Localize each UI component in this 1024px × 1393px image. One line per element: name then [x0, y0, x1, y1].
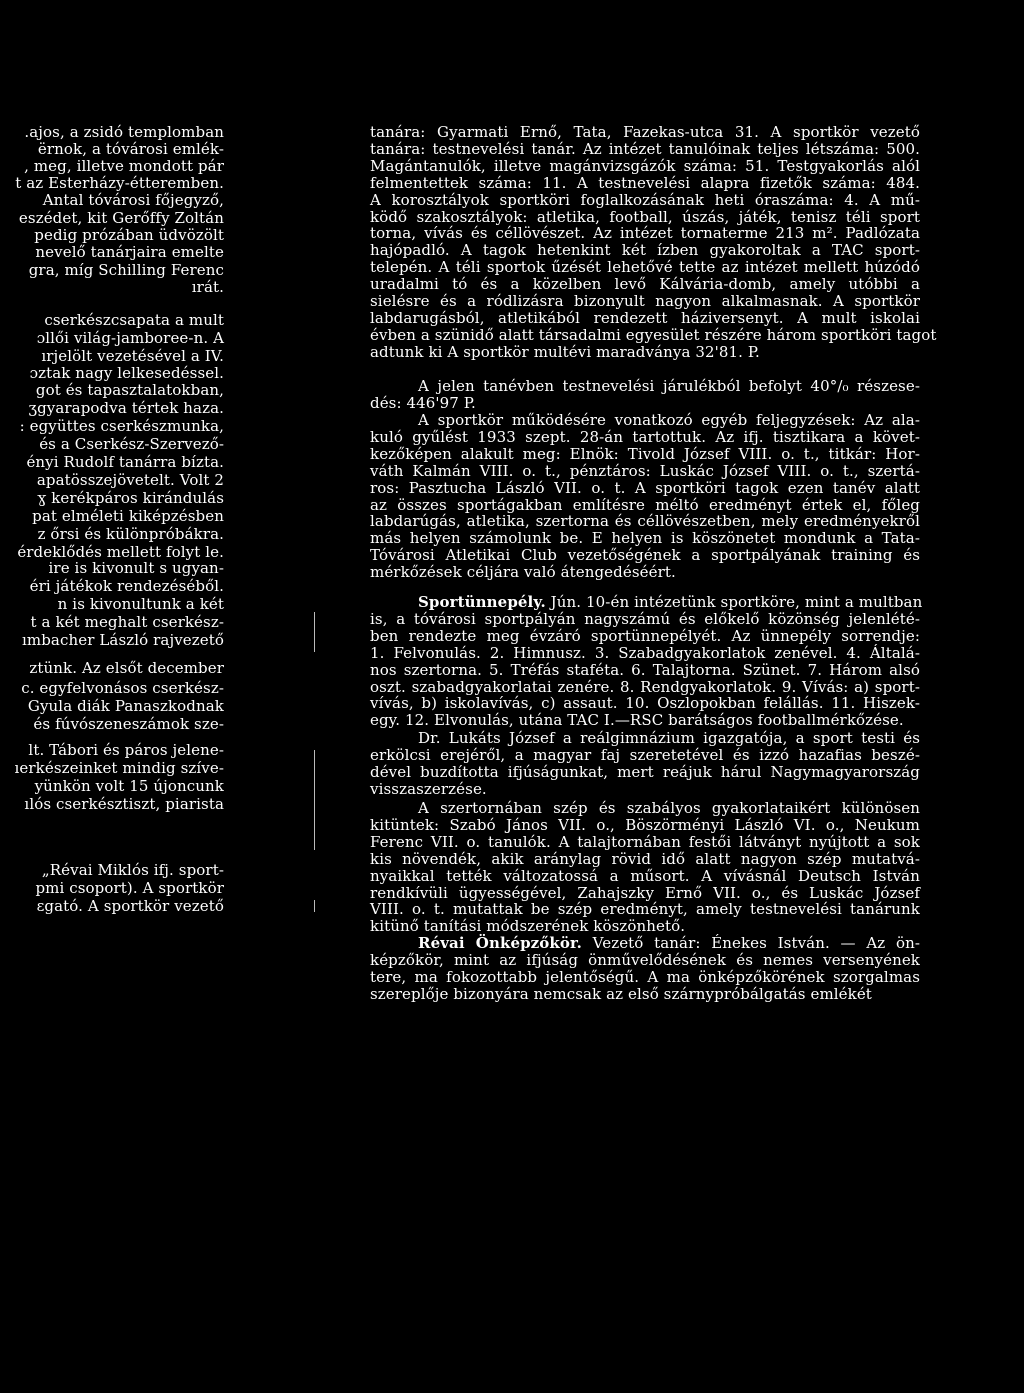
left-text-line: ire is kivonult s ugyan-: [48, 559, 224, 577]
right-text-line: váth Kalmán VIII. o. t., pénztáros: Luskác József VIII. o. t., szertá-: [370, 461, 920, 480]
right-page-column: [370, 0, 937, 1393]
right-text-line: rendkívüli ügyességével, Zahajszky Ernő VII. o., és Luskác József: [370, 883, 920, 902]
left-text-line: yünkön volt 15 újoncunk: [34, 777, 224, 795]
section-heading: Sportünnepély.: [418, 593, 546, 611]
left-text-line: t az Esterházy-étteremben.: [15, 174, 224, 192]
right-text-line: az összes sportágakban említésre méltó eredményt értek el, főleg: [370, 495, 920, 514]
left-text-line: nevelő tanárjaira emelte: [35, 243, 224, 261]
right-text-line: sielésre és a ródlizásra bizonyult nagyon alkalmasnak. A sportkör: [370, 292, 920, 310]
right-text-line: Tóvárosi Atletikai Club vezetőségének a sportpályának training és: [370, 546, 920, 565]
right-text-line: képzőkör, mint az ifjúság önművelődésének és nemes versenyének: [370, 950, 920, 969]
left-text-line: ımbacher László rajvezető: [22, 631, 224, 649]
gutter-mark: [314, 900, 315, 912]
left-text-line: Antal tóvárosi főjegyző,: [42, 191, 224, 209]
gutter-mark: [314, 612, 315, 652]
right-text-line: tanára: testnevelési tanár. Az intézet tanulóinak teljes létszáma: 500.: [370, 139, 920, 158]
line-text: Vezető tanár: Énekes István. — Az ön-: [592, 934, 920, 952]
right-text-line: évben a szünidő alatt társadalmi egyesület részére három sportköri tagot: [370, 325, 937, 344]
left-text-line: apatösszejövetelt. Volt 2: [36, 471, 224, 489]
left-page-column: [0, 0, 232, 1393]
left-text-line: z őrsi és különpróbákra.: [37, 525, 224, 543]
right-text-line: Magántanulók, illetve magánvizsgázók száma: 51. Testgyakorlás alól: [370, 156, 920, 175]
right-text-line: kis növendék, akik aránylag rövid idő alatt nagyon szép mutatvá-: [370, 849, 920, 868]
left-text-line: ɣ kerékpáros kirándulás: [37, 489, 224, 507]
right-text-line: visszaszerzése.: [370, 779, 487, 798]
right-text-line: torna, vívás és céllövészet. Az intézet tornaterme 213 m². Padlózata: [370, 224, 920, 243]
right-text-line: A szertornában szép és szabályos gyakorlataikért különösen: [418, 799, 920, 817]
left-text-line: n is kivonultunk a két: [57, 595, 224, 613]
right-text-line: ben rendezte meg évzáró sportünnepélyét. Az ünnepély sorrendje:: [370, 626, 920, 645]
left-text-line: éri játékok rendezéséből.: [29, 577, 224, 595]
left-text-line: pat elméleti kiképzésben: [32, 507, 224, 525]
right-text-line: hajópadló. A tagok hetenkint két ízben gyakoroltak a TAC sport-: [370, 241, 920, 260]
left-text-line: eszédet, kit Gerőffy Zoltán: [18, 209, 224, 227]
left-text-line: érdeklődés mellett folyt le.: [17, 543, 224, 561]
right-text-line: erkölcsi erejéről, a magyar faj szeretetével és izzó hazafias beszé-: [370, 745, 920, 764]
section-heading: Révai Önképzőkör.: [418, 934, 582, 952]
left-text-line: ırjelölt vezetésével a IV.: [41, 347, 224, 365]
right-text-line: kitüntek: Szabó János VII. o., Böszörményi László VI. o., Neukum: [370, 815, 920, 834]
right-text-line: felmentettek száma: 11. A testnevelési alapra fizetők száma: 484.: [370, 173, 920, 192]
left-text-line: „Révai Miklós ifj. sport-: [41, 861, 224, 879]
left-text-line: t a két meghalt cserkész-: [30, 613, 224, 631]
left-text-line: ërnok, a tóvárosi emlék-: [37, 140, 224, 158]
right-text-line: A jelen tanévben testnevelési járulékból befolyt 40°/₀ részese-: [418, 377, 920, 395]
left-text-line: .ajos, a zsidó templomban: [24, 123, 224, 141]
left-text-line: ılós cserkésztiszt, piarista: [24, 795, 224, 813]
left-text-line: gra, míg Schilling Ferenc: [28, 261, 224, 279]
right-text-line: A korosztályok sportköri foglalkozásának heti óraszáma: 4. A mű-: [370, 190, 920, 209]
left-text-line: cserkészcsapata a mult: [44, 311, 224, 329]
right-text-line: kitünő tanítási módszerének köszönhető.: [370, 917, 686, 936]
left-text-line: pedig prózában üdvözölt: [34, 226, 224, 244]
left-text-line: Gyula diák Panaszkodnak: [27, 697, 224, 715]
left-text-line: ényi Rudolf tanárra bízta.: [26, 453, 224, 471]
right-text-line: oszt. szabadgyakorlatai zenére. 8. Rendgyakorlatok. 9. Vívás: a) sport-: [370, 677, 920, 696]
left-text-line: pmi csoport). A sportkör: [35, 879, 224, 897]
right-text-line: ködő szakosztályok: atletika, football, úszás, játék, tenisz téli sport: [370, 207, 920, 226]
right-text-line: kuló gyűlést 1933 szept. 28-án tartottuk. Az ifj. tisztikara a követ-: [370, 427, 920, 446]
right-text-line: nos szertorna. 5. Tréfás staféta. 6. Talajtorna. Szünet. 7. Három alsó: [370, 660, 920, 679]
left-text-line: ɔllői világ-jamboree-n. A: [36, 329, 224, 347]
gutter-mark: [314, 750, 315, 850]
left-text-line: got és tapasztalatokban,: [35, 381, 224, 399]
right-text-line: adtunk ki A sportkör multévi maradványa 32'81. P.: [370, 342, 760, 361]
left-text-line: és a Cserkész-Szervező-: [39, 435, 224, 453]
right-text-line: Dr. Lukáts József a reálgimnázium igazgatója, a sport testi és: [418, 729, 920, 747]
line-text: Jún. 10-én intézetünk sportköre, mint a multban: [550, 593, 923, 611]
right-text-line: tere, ma fokozottabb jelentőségű. A ma önképzőkörének szorgalmas: [370, 967, 920, 986]
right-text-line: is, a tóvárosi sportpályán nagyszámú és előkelő közönség jelenlété-: [370, 609, 920, 628]
right-text-line: dés: 446'97 P.: [370, 393, 476, 412]
right-text-line: VIII. o. t. mutattak be szép eredményt, amely testnevelési tanárunk: [370, 900, 920, 919]
left-text-line: lt. Tábori és páros jelene-: [28, 741, 224, 759]
right-text-line: uradalmi tó és a közelben levő Kálvária-domb, amely utóbbi a: [370, 275, 920, 294]
right-text-line: telepén. A téli sportok űzését lehetővé tette az intézet mellett húzódó: [370, 258, 920, 277]
right-text-line: A sportkör működésére vonatkozó egyéb feljegyzések: Az ala-: [418, 411, 920, 429]
left-text-line: ʒgyarapodva tértek haza.: [28, 399, 224, 417]
left-text-line: ztünk. Az elsőt december: [29, 659, 224, 677]
left-text-line: , meg, illetve mondott pár: [24, 157, 224, 175]
left-text-line: ıerkészeinket mindig szíve-: [14, 759, 224, 777]
left-text-line: c. egyfelvonásos cserkész-: [21, 679, 224, 697]
right-text-line: [418, 593, 923, 611]
right-text-line: labdarugásból, atletikából rendezett háziversenyt. A mult iskolai: [370, 308, 920, 327]
right-text-line: szereplője bizonyára nemcsak az első szárnypróbálgatás emlékét: [370, 984, 872, 1003]
right-text-line: más helyen számolunk be. E helyen is köszönetet mondunk a Tata-: [370, 529, 920, 548]
right-text-line: mérkőzések céljára való átengedéséért.: [370, 563, 676, 582]
right-text-line: 1. Felvonulás. 2. Himnusz. 3. Szabadgyakorlatok zenével. 4. Általá-: [370, 643, 920, 662]
left-text-line: ɔztak nagy lelkesedéssel.: [29, 364, 224, 382]
right-text-line: dével buzdította ifjúságunkat, mert reájuk hárul Nagymagyarország: [370, 762, 920, 781]
right-text-line: ros: Pasztucha László VII. o. t. A sportköri tagok ezen tanév alatt: [370, 478, 920, 497]
right-text-line: tanára: Gyarmati Ernő, Tata, Fazekas-utca 31. A sportkör vezető: [370, 123, 920, 141]
left-text-line: ırát.: [191, 278, 224, 296]
right-text-line: labdarúgás, atletika, szertorna és céllövészetben, mely eredményekről: [370, 512, 920, 531]
right-text-line: egy. 12. Elvonulás, utána TAC I.—RSC barátságos footballmérkőzése.: [370, 711, 904, 730]
right-text-line: nyaikkal tették változatossá a műsort. A vívásnál Deutsch István: [370, 866, 920, 885]
right-text-line: [418, 935, 920, 952]
right-text-line: Ferenc VII. o. tanulók. A talajtornában festői látványt nyújtott a sok: [370, 832, 920, 851]
left-text-line: és fúvószeneszámok sze-: [33, 715, 224, 733]
left-text-line: ɛgató. A sportkör vezető: [36, 897, 224, 915]
left-text-line: : együttes cserkészmunka,: [19, 417, 224, 435]
right-text-line: vívás, b) iskolavívás, c) assaut. 10. Oszlopokban felállás. 11. Hiszek-: [370, 694, 920, 713]
right-text-line: kezőképen alakult meg: Elnök: Tivold József VIII. o. t., titkár: Hor-: [370, 444, 920, 463]
